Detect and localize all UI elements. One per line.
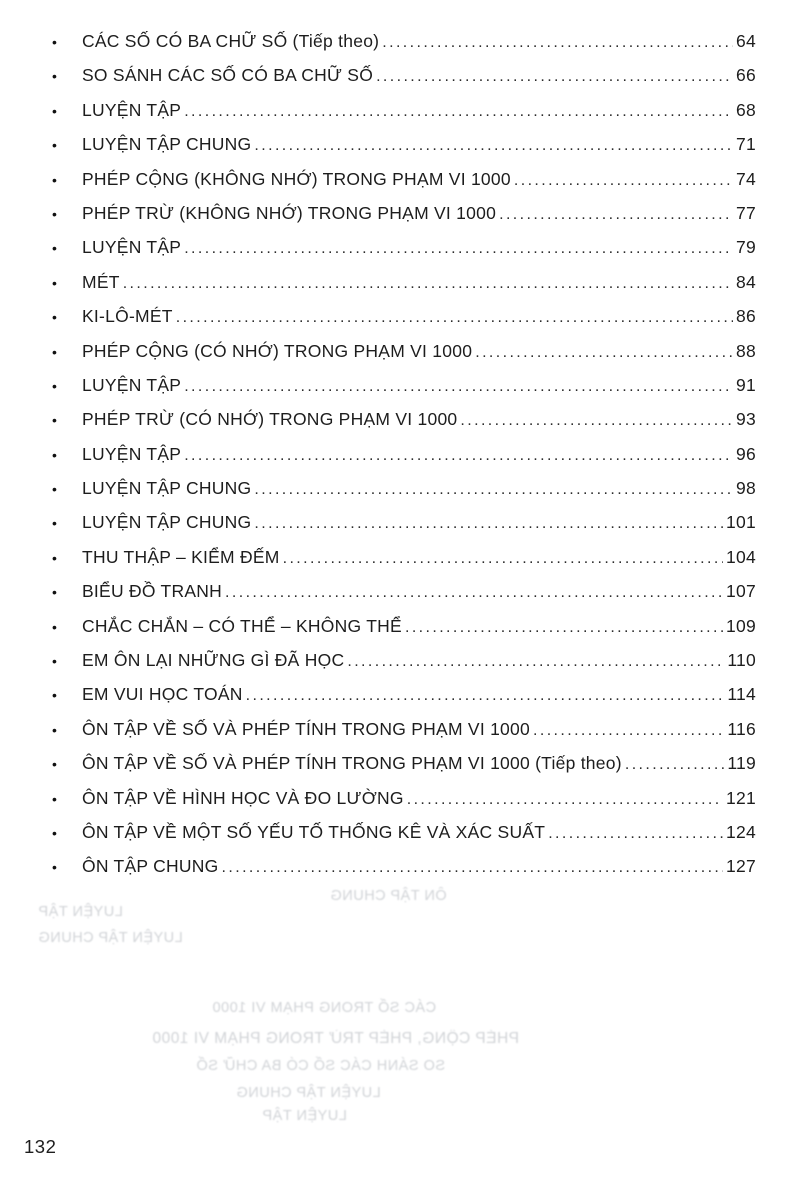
ghost-text-line: PHÉP CỘNG, PHÉP TRỪ TRONG PHẠM VI 1000 <box>152 1030 520 1047</box>
bullet-icon: • <box>52 584 58 601</box>
dot-leader <box>475 341 733 362</box>
dot-leader <box>184 100 733 121</box>
toc-entry-page: 77 <box>736 202 756 223</box>
toc-entry-title: LUYỆN TẬP CHUNG <box>82 134 252 155</box>
toc-entry-title: ÔN TẬP VỀ SỐ VÀ PHÉP TÍNH TRONG PHẠM VI 1000 <box>82 718 530 739</box>
toc-entry <box>52 100 756 134</box>
dot-leader <box>222 856 724 877</box>
toc-entry-page: 68 <box>736 99 756 120</box>
toc-entry-page: 101 <box>726 512 756 533</box>
dot-leader <box>184 444 733 465</box>
bullet-icon: • <box>52 68 58 85</box>
toc-entry <box>52 650 756 684</box>
bullet-icon: • <box>52 412 58 429</box>
toc-entry-page: 71 <box>736 134 756 155</box>
toc-entry-title: BIỂU ĐỒ TRANH <box>82 581 223 602</box>
toc-entry-page: 110 <box>727 650 756 671</box>
ghost-text-line: LUYỆN TẬP CHUNG <box>236 1085 381 1101</box>
dot-leader <box>184 375 733 396</box>
bullet-icon: • <box>52 102 58 119</box>
bullet-icon: • <box>52 171 58 188</box>
page-number: 132 <box>24 1136 57 1157</box>
toc-entry <box>52 753 756 787</box>
toc-entry-title: LUYỆN TẬP <box>82 374 182 395</box>
bullet-icon: • <box>52 687 58 704</box>
toc-entry-title: LUYỆN TẬP <box>82 237 182 258</box>
toc-entry-page: 98 <box>736 478 756 499</box>
dot-leader <box>407 788 723 809</box>
toc-entry-title: LUYỆN TẬP CHUNG <box>82 512 252 533</box>
dot-leader <box>347 650 724 671</box>
toc-entry <box>52 478 756 512</box>
dot-leader <box>533 719 724 740</box>
toc-entry-title: PHÉP TRỪ (CÓ NHỚ) TRONG PHẠM VI 1000 <box>82 409 458 430</box>
toc-entry-title: CÁC SỐ CÓ BA CHỮ SỐ (Tiếp theo) <box>82 31 380 51</box>
toc-entry-page: 64 <box>736 31 756 51</box>
dot-leader <box>283 547 723 568</box>
toc-entry-page: 121 <box>726 787 756 808</box>
toc-entry-title: ÔN TẬP CHUNG <box>82 856 219 877</box>
toc-entry-page: 86 <box>736 306 756 327</box>
toc-entry-title: PHÉP CỘNG (KHÔNG NHỚ) TRONG PHẠM VI 1000 <box>82 168 511 189</box>
toc-entry <box>52 65 756 99</box>
toc-entry <box>52 616 756 650</box>
toc-entry-title: ÔN TẬP VỀ MỘT SỐ YẾU TỐ THỐNG KÊ VÀ XÁC SUẤT <box>82 821 546 842</box>
bullet-icon: • <box>52 274 58 291</box>
toc-entry-page: 96 <box>736 443 756 464</box>
bullet-icon: • <box>52 137 58 154</box>
bullet-icon: • <box>52 240 58 257</box>
toc-entry <box>52 719 756 753</box>
toc-entry-title: LUYỆN TẬP <box>82 99 182 120</box>
toc-entry-title: PHÉP CỘNG (CÓ NHỚ) TRONG PHẠM VI 1000 <box>82 340 473 361</box>
toc-entry-page: 124 <box>726 821 756 842</box>
toc-entry <box>52 512 756 546</box>
toc-entry <box>52 306 756 340</box>
toc-entry <box>52 237 756 271</box>
bullet-icon: • <box>52 481 58 498</box>
toc-entry <box>52 684 756 718</box>
toc-entry <box>52 547 756 581</box>
toc-entry <box>52 169 756 203</box>
dot-leader <box>254 478 733 499</box>
ghost-text-line: LUYỆN TẬP CHUNG <box>38 930 183 946</box>
dot-leader <box>625 753 725 774</box>
dot-leader <box>176 306 733 327</box>
toc-entry-page: 74 <box>736 168 756 189</box>
toc-entry-page: 84 <box>736 271 756 292</box>
toc-entry <box>52 856 756 890</box>
toc-entry <box>52 272 756 306</box>
dot-leader <box>246 684 725 705</box>
toc-entry-title: LUYỆN TẬP <box>82 443 182 464</box>
toc-entry-title: EM VUI HỌC TOÁN <box>82 684 243 705</box>
toc-entry <box>52 444 756 478</box>
toc-entry-title: ÔN TẬP VỀ SỐ VÀ PHÉP TÍNH TRONG PHẠM VI 1000 (Tiếp theo) <box>82 753 622 774</box>
bullet-icon: • <box>52 34 58 50</box>
bullet-icon: • <box>52 859 58 876</box>
bullet-icon: • <box>52 377 58 394</box>
toc-entry-page: 127 <box>726 856 756 877</box>
bullet-icon: • <box>52 446 58 463</box>
bullet-icon: • <box>52 824 58 841</box>
toc-entry <box>52 203 756 237</box>
toc-entry-page: 119 <box>727 753 756 774</box>
toc-entry-title: CHẮC CHẮN – CÓ THỂ – KHÔNG THỂ <box>82 615 402 636</box>
bullet-icon: • <box>52 790 58 807</box>
toc-entry-title: THU THẬP – KIỂM ĐẾM <box>82 546 280 567</box>
ghost-text-line: ÔN TẬP CHUNG <box>330 888 447 904</box>
dot-leader <box>376 65 733 86</box>
dot-leader <box>514 169 733 190</box>
dot-leader <box>254 512 723 533</box>
ghost-text-line: LUYỆN TẬP <box>38 904 123 920</box>
toc-entry-title: ÔN TẬP VỀ HÌNH HỌC VÀ ĐO LƯỜNG <box>82 787 404 808</box>
bullet-icon: • <box>52 756 58 773</box>
toc-entry-page: 107 <box>726 581 756 602</box>
dot-leader <box>225 581 723 602</box>
bullet-icon: • <box>52 343 58 360</box>
toc-entry-title: KI-LÔ-MÉT <box>82 306 173 327</box>
dot-leader <box>499 203 733 224</box>
ghost-text-line: LUYỆN TẬP <box>262 1108 347 1124</box>
toc-entry-page: 88 <box>736 340 756 361</box>
toc-entry-page: 66 <box>736 65 756 86</box>
bullet-icon: • <box>52 205 58 222</box>
toc-entry <box>52 822 756 856</box>
toc-entry-page: 109 <box>726 615 756 636</box>
dot-leader <box>548 822 723 843</box>
toc-entry <box>52 375 756 409</box>
dot-leader <box>254 134 733 155</box>
dot-leader <box>184 237 733 258</box>
ghost-text-line: SO SÁNH CÁC SỐ CÓ BA CHỮ SỐ <box>196 1058 446 1074</box>
toc-entry-title: SO SÁNH CÁC SỐ CÓ BA CHỮ SỐ <box>82 65 374 86</box>
toc-entry <box>52 134 756 168</box>
dot-leader <box>405 616 723 637</box>
toc-entry-page: 93 <box>736 409 756 430</box>
toc-entry <box>52 788 756 822</box>
toc-entry-title: MÉT <box>82 271 120 292</box>
dot-leader <box>123 272 733 293</box>
toc-entry <box>52 581 756 615</box>
bullet-icon: • <box>52 653 58 670</box>
dot-leader <box>460 409 733 430</box>
toc-entry-page: 114 <box>727 684 756 705</box>
toc-entry-page: 104 <box>726 546 756 567</box>
toc-entry <box>52 31 756 65</box>
toc-entry-title: EM ÔN LẠI NHỮNG GÌ ĐÃ HỌC <box>82 650 345 671</box>
toc-entry <box>52 341 756 375</box>
bullet-icon: • <box>52 721 58 738</box>
dot-leader <box>382 31 733 52</box>
toc-entry-title: PHÉP TRỪ (KHÔNG NHỚ) TRONG PHẠM VI 1000 <box>82 202 497 223</box>
bullet-icon: • <box>52 309 58 326</box>
toc-entry-page: 116 <box>727 718 756 739</box>
toc-entry-page: 79 <box>736 237 756 258</box>
toc-entry-page: 91 <box>736 374 756 395</box>
toc-entry <box>52 409 756 443</box>
bullet-icon: • <box>52 549 58 566</box>
bullet-icon: • <box>52 618 58 635</box>
bullet-icon: • <box>52 515 58 532</box>
toc-entry-title: LUYỆN TẬP CHUNG <box>82 478 252 499</box>
ghost-text-line: CÁC SỐ TRONG PHẠM VI 1000 <box>212 1000 437 1016</box>
